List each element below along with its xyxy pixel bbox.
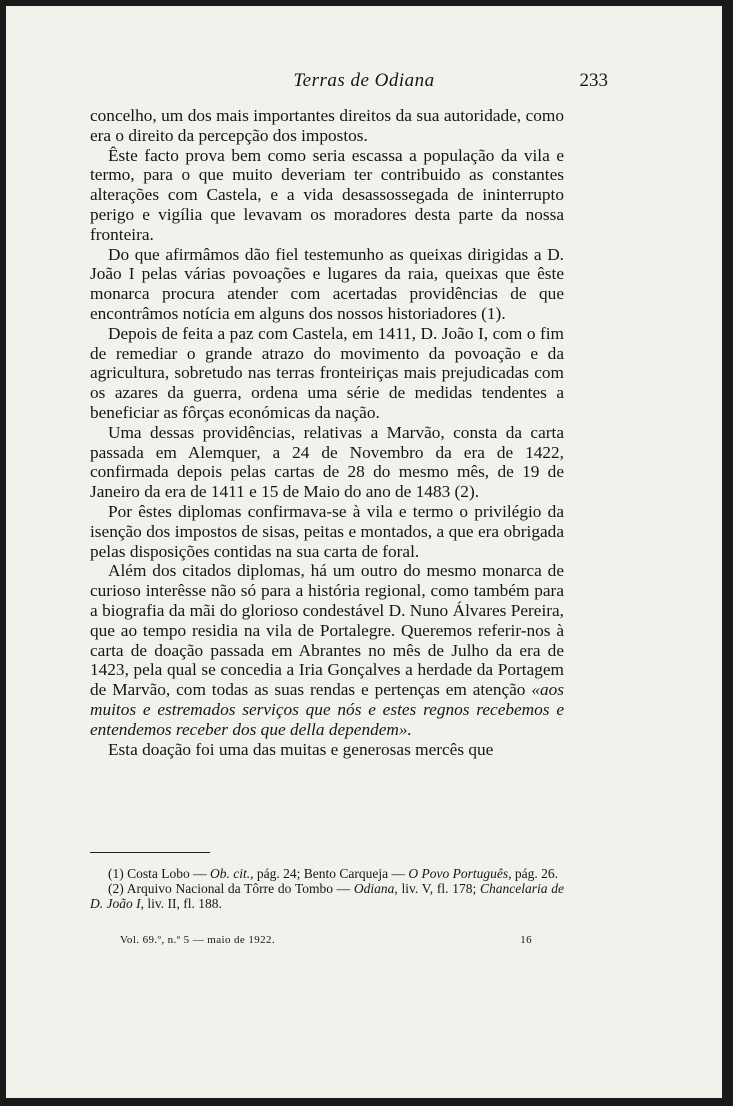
paragraph-1: concelho, um dos mais importantes direitos da sua autoridade, como era o direito da percepção dos impostos. <box>90 106 564 145</box>
fn1-part-c: , pág. 24; Bento Carqueja — <box>250 866 409 881</box>
paragraph-4: Depois de feita a paz com Castela, em 1411, D. João I, com o fim de remediar o grande atrazo do movimento da povoação e da agricultura, sobretudo nas terras fronteiriças mais prejudicadas com os azares da guerra, ordena uma série de medidas tendentes a beneficiar as fôrças económicas da nação. <box>90 323 564 422</box>
running-title: Terras de Odiana <box>293 70 435 91</box>
volume-info: Vol. 69.º, n.º 5 — maio de 1922. <box>120 934 276 946</box>
footnotes <box>90 866 564 911</box>
paragraph-7 <box>90 561 564 739</box>
paragraph-2: Êste facto prova bem como seria escassa a população da vila e termo, para o que muito deveriam ter contribuido as constantes alterações com Castela, e a vida desassossegada de ininterrupto perigo e vigília que levavam os moradores desta parte da nossa fronteira. <box>90 145 564 244</box>
paragraph-7-quote: «aos muitos e estremados serviços que nós e estes regnos recebemos e entendemos receber dos que della dependem». <box>90 680 564 739</box>
fn2-part-c: , liv. V, fl. 178; <box>394 881 481 896</box>
footnote-rule <box>90 852 210 853</box>
fn2-part-b: Odiana <box>353 881 395 896</box>
book-page <box>6 6 722 1098</box>
fn2-part-d: Chancelaria de D. João I <box>90 881 564 911</box>
fn1-part-d: O Povo Português <box>408 866 509 881</box>
fn1-part-e: , pág. 26. <box>508 866 558 881</box>
fn2-part-a: (2) Arquivo Nacional da Tôrre do Tombo — <box>108 881 354 896</box>
fn1-part-a: (1) Costa Lobo — <box>108 866 210 881</box>
paragraph-8: Esta doação foi uma das muitas e generosas mercês que <box>108 739 494 759</box>
paragraph-7-text: Além dos citados diplomas, há um outro do mesmo monarca de curioso interêsse não só para a história regional, como também para a biografia da mãi do glorioso condestável D. Nuno Álvares Pereira, que ao tempo residia na vila de Portalegre. Queremos referir-nos à carta de doação passada em Abrantes no mês de Julho da era de 1423, pela qual se concedia a Iria Gonçalves a herdade da Portagem de Marvão, com todas as suas rendas e pertenças em atenção <box>90 561 564 700</box>
paragraph-5: Uma dessas providências, relativas a Marvão, consta da carta passada em Alemquer, a 24 de Novembro da era de 1422, confirmada depois pelas cartas de 28 do mesmo mês, de 19 de Janeiro da era de 1411 e 15 de Maio do ano de 1483 (2). <box>90 422 564 502</box>
page-number: 233 <box>579 70 608 91</box>
paragraph-3: Do que afirmâmos dão fiel testemunho as queixas dirigidas a D. João I pelas várias povoações e lugares da raia, queixas que êste monarca procura atender com acertadas providências de que encontrâmos notícia em alguns dos nossos historiadores (1). <box>90 244 564 323</box>
fn2-part-e: , liv. II, fl. 188. <box>140 896 222 911</box>
fn1-part-b: Ob. cit. <box>210 866 251 881</box>
page-header <box>6 70 722 100</box>
paragraph-6: Por êstes diplomas confirmava-se à vila e termo o privilégio da isenção dos impostos de sisas, peitas e montados, a que era obrigada pelas disposições contidas na sua carta de foral. <box>90 501 564 561</box>
footnote-2 <box>90 881 564 911</box>
body-text <box>90 106 564 759</box>
printer-signature <box>120 934 532 946</box>
sheet-number: 16 <box>520 934 532 946</box>
footnote-1 <box>90 866 564 881</box>
